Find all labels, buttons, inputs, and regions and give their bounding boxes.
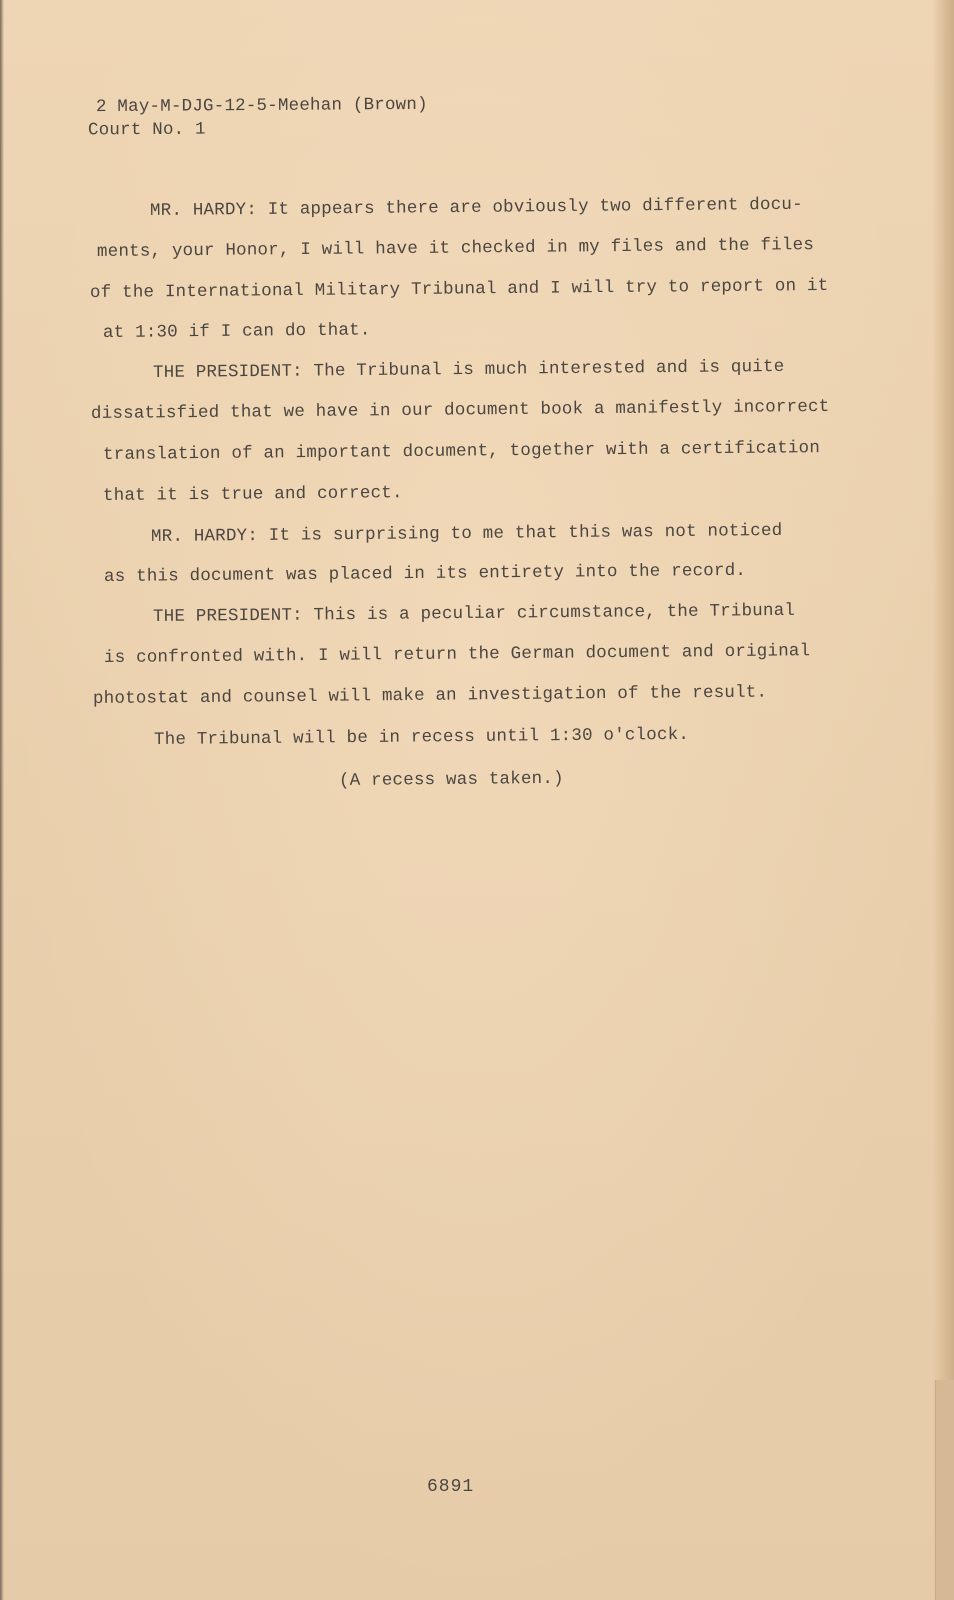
transcript-line: as this document was placed in its entirety into the record. bbox=[103, 560, 747, 587]
header-court-line: Court No. 1 bbox=[87, 119, 206, 141]
page-number: 6891 bbox=[427, 1477, 475, 1497]
transcript-line: that it is true and correct. bbox=[102, 483, 403, 506]
transcript-line: is confronted with. I will return the German document and original bbox=[103, 641, 811, 668]
transcript-line: of the International Military Tribunal and I will try to report on it bbox=[89, 275, 829, 303]
page-right-edge bbox=[932, 0, 954, 1600]
recess-note: (A recess was taken.) bbox=[338, 768, 564, 791]
transcript-line: THE PRESIDENT: The Tribunal is much interested and is quite bbox=[152, 356, 785, 383]
transcript-line: translation of an important document, together with a certification bbox=[102, 438, 821, 465]
transcript-line: THE PRESIDENT: This is a peculiar circumstance, the Tribunal bbox=[152, 600, 796, 627]
transcript-line: photostat and counsel will make an investigation of the result. bbox=[92, 682, 768, 709]
transcript-line: MR. HARDY: It appears there are obviously two different docu- bbox=[149, 194, 803, 221]
transcript-line: ments, your Honor, I will have it checked in my files and the files bbox=[96, 235, 815, 262]
page-right-tab bbox=[935, 1380, 954, 1600]
transcript-line: at 1:30 if I can do that. bbox=[102, 320, 371, 343]
transcript-line: dissatisfied that we have in our document book a manifestly incorrect bbox=[90, 396, 830, 424]
header-docket-line: 2 May-M-DJG-12-5-Meehan (Brown) bbox=[95, 94, 428, 118]
transcript-line: The Tribunal will be in recess until 1:30 o'clock. bbox=[153, 724, 690, 750]
transcript-line: MR. HARDY: It is surprising to me that this was not noticed bbox=[150, 520, 783, 547]
page-left-edge bbox=[0, 0, 4, 1600]
